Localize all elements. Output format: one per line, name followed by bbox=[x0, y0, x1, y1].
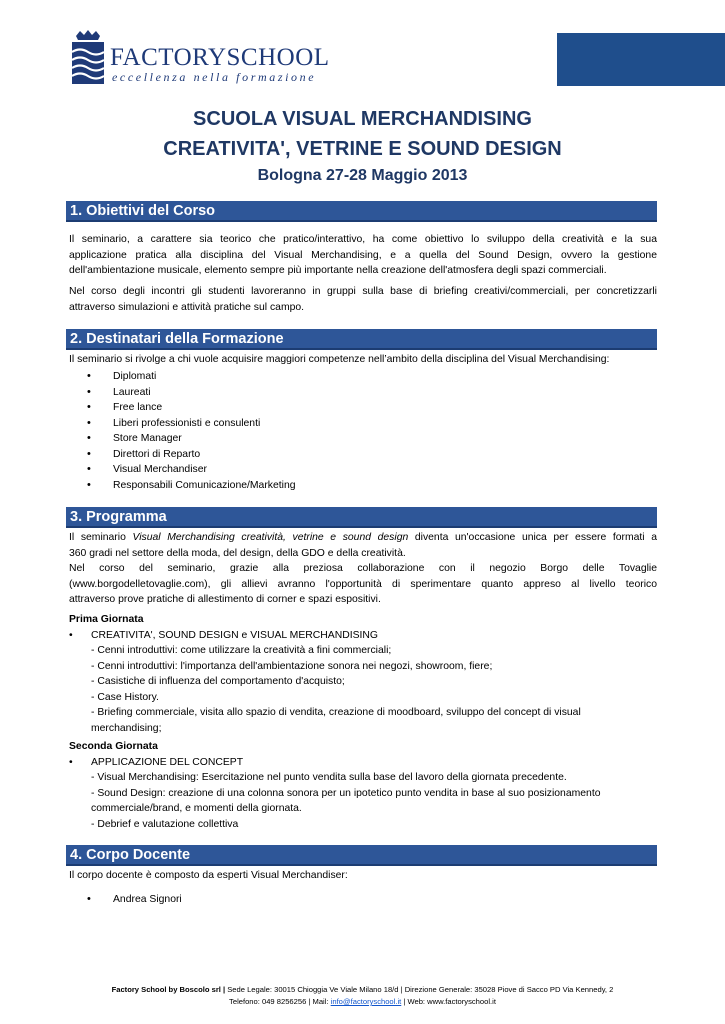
day1-lines bbox=[91, 643, 657, 736]
text-line: Nel corso degli incontri gli studenti lavoreranno in gruppi sulla base di briefing creativi/commerciali, per concretizzarli bbox=[69, 286, 657, 297]
day2-label: Seconda Giornata bbox=[69, 741, 158, 752]
section-heading-programma: 3. Programma bbox=[66, 507, 657, 528]
company-logo bbox=[68, 30, 338, 88]
page-title: SCUOLA VISUAL MERCHANDISING bbox=[193, 108, 532, 130]
text-line bbox=[69, 530, 657, 546]
list-item: - Cenni introduttivi: come utilizzare la creatività a fini commerciali; bbox=[91, 645, 392, 656]
list-item: merchandising; bbox=[91, 722, 162, 734]
list-item: - Debrief e valutazione collettiva bbox=[91, 818, 239, 830]
obiettivi-paragraph-2 bbox=[69, 284, 657, 315]
page-subtitle: CREATIVITA', VETRINE E SOUND DESIGN bbox=[163, 138, 562, 160]
list-item: - Briefing commerciale, visita allo spazio di vendita, creazione di moodboard, sviluppo del concept di visual bbox=[91, 707, 581, 718]
list-item: • Laureati bbox=[87, 385, 296, 401]
obiettivi-paragraph-1 bbox=[69, 232, 657, 279]
day2-lines bbox=[91, 770, 657, 832]
list-item: - Casistiche di influenza del comportamento d'acquisto; bbox=[91, 676, 345, 687]
day1-head-text: CREATIVITA', SOUND DESIGN e VISUAL MERCHANDISING bbox=[91, 630, 378, 641]
text-line: attraverso simulazioni e attività pratiche sul campo. bbox=[69, 301, 305, 313]
list-item: • Store Manager bbox=[87, 431, 296, 447]
section-heading-destinatari: 2. Destinatari della Formazione bbox=[66, 329, 657, 350]
section-heading-obiettivi: 1. Obiettivi del Corso bbox=[66, 201, 657, 222]
event-date: Bologna 27-28 Maggio 2013 bbox=[257, 167, 468, 184]
text-line: 360 gradi nel settore della moda, del design, della GDO e della creatività. bbox=[69, 547, 406, 559]
programma-paragraph-2 bbox=[69, 561, 657, 608]
footer-web: | Web: www.factoryschool.it bbox=[401, 997, 496, 1006]
footer-contacts bbox=[0, 997, 725, 1006]
footer-address-text: Sede Legale: 30015 Chioggia Ve Viale Milano 18/d | Direzione Generale: 35028 Piove di Sacco PD Via Kennedy, 2 bbox=[225, 985, 614, 994]
list-item: • Free lance bbox=[87, 400, 296, 416]
list-item: - Sound Design: creazione di una colonna sonora per un ipotetico punto vendita in base al suo posizionamento bbox=[91, 787, 601, 799]
text-span: Il seminario bbox=[69, 532, 133, 543]
footer-address bbox=[0, 985, 725, 994]
day2-head bbox=[69, 755, 243, 771]
text-line: attraverso prove pratiche di allestimento di corner e spazi espositivi. bbox=[69, 594, 381, 606]
day1-label: Prima Giornata bbox=[69, 614, 144, 625]
docenti-list bbox=[87, 892, 182, 908]
day2-head-text: APPLICAZIONE DEL CONCEPT bbox=[91, 757, 244, 768]
logo-tagline: eccellenza nella formazione bbox=[112, 70, 317, 84]
destinatari-intro: Il seminario si rivolge a chi vuole acquisire maggiori competenze nell’ambito della disciplina del Visual Merchandising: bbox=[69, 354, 610, 365]
list-item: - Cenni introduttivi: l'importanza dell'ambientazione sonora nei negozi, showroom, fiere; bbox=[91, 660, 493, 672]
footer-email-link[interactable]: info@factoryschool.it bbox=[330, 997, 402, 1006]
text-line: Il seminario, a carattere sia teorico che pratico/interattivo, ha come obiettivo lo sviluppo della creatività e la sua bbox=[69, 234, 657, 245]
logo-name: FACTORYSCHOOL bbox=[110, 44, 330, 71]
programma-paragraph-1 bbox=[69, 530, 657, 561]
list-item: • Diplomati bbox=[87, 369, 296, 385]
list-item: - Visual Merchandising: Esercitazione nel punto vendita sulla base del lavoro della giornata precedente. bbox=[91, 772, 567, 783]
section-heading-corpo-docente: 4. Corpo Docente bbox=[66, 845, 657, 866]
text-line: applicazione pratica alla disciplina del Visual Merchandising, e a quella del Sound Design, ovvero la gestione bbox=[69, 249, 657, 261]
destinatari-list bbox=[87, 369, 296, 493]
text-line: (www.borgodelletovaglie.com), gli allievi avranno l'opportunità di sperimentare quanto appreso al livello teorico bbox=[69, 578, 657, 590]
list-item: • Visual Merchandiser bbox=[87, 462, 296, 478]
list-item: • Liberi professionisti e consulenti bbox=[87, 416, 296, 432]
header-corner-block bbox=[557, 33, 725, 86]
list-item: - Case History. bbox=[91, 691, 159, 703]
footer-company: Factory School by Boscolo srl | bbox=[111, 985, 226, 994]
day1-head bbox=[69, 628, 378, 644]
list-item: • Direttori di Reparto bbox=[87, 447, 296, 463]
text-span: diventa un'occasione unica per essere formati a bbox=[408, 532, 657, 543]
list-item: commerciale/brand, e momenti della giornata. bbox=[91, 803, 302, 814]
docenti-intro: Il corpo docente è composto da esperti Visual Merchandiser: bbox=[69, 870, 348, 881]
text-line: Nel corso del seminario, grazie alla preziosa collaborazione con il negozio Borgo delle Tovaglie bbox=[69, 563, 657, 574]
list-item: • Andrea Signori bbox=[87, 892, 182, 908]
footer-phone: Telefono: 049 8256256 | Mail: bbox=[229, 997, 331, 1006]
list-item: • Responsabili Comunicazione/Marketing bbox=[87, 478, 296, 494]
course-name: Visual Merchandising creatività, vetrine e sound design bbox=[132, 532, 409, 543]
logo-crown-wave-icon bbox=[68, 30, 108, 86]
text-line: dell'ambientazione musicale, elemento sempre più importante nella creazione dell'atmosfera degli spazi commerciali. bbox=[69, 265, 607, 277]
